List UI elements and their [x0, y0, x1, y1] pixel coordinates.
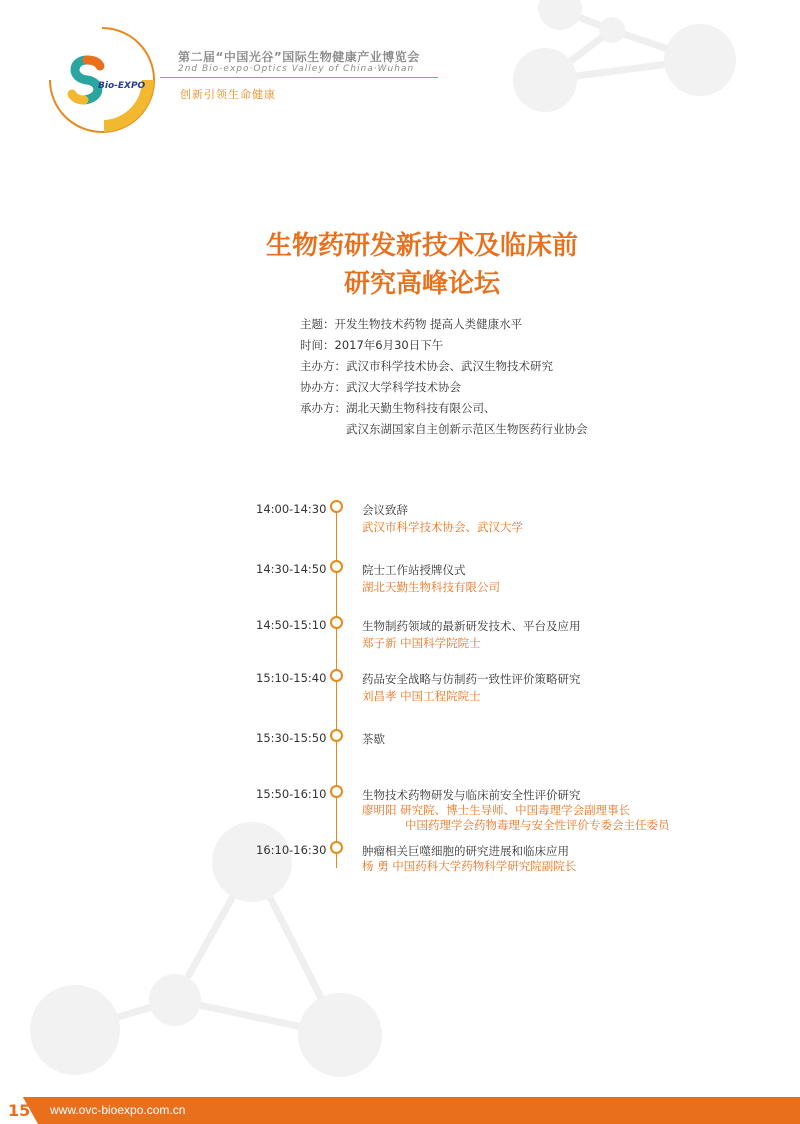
forum-title-line-2: 研究高峰论坛: [343, 269, 500, 299]
info-organizer: 承办方：湖北天勤生物科技有限公司、: [300, 401, 496, 415]
schedule-topic: 会议致辞: [362, 503, 408, 517]
info-time: 时间：2017年6月30日下午: [300, 338, 444, 352]
schedule-speaker: 湖北天勤生物科技有限公司: [362, 580, 500, 594]
schedule-time: 15:50-16:10: [256, 787, 327, 801]
schedule-time: 14:00-14:30: [256, 502, 327, 516]
page-number: 15: [8, 1101, 31, 1120]
expo-slogan: 创新引领生命健康: [180, 88, 276, 101]
info-co-host: 协办方：武汉大学科学技术协会: [300, 380, 461, 394]
schedule-time: 16:10-16:30: [256, 843, 327, 857]
schedule-time: 15:10-15:40: [256, 671, 327, 685]
schedule-speaker: 刘昌孝 中国工程院院士: [362, 689, 481, 703]
forum-title-line-1: 生物药研发新技术及临床前: [265, 231, 578, 261]
info-host: 主办方：武汉市科学技术协会、武汉生物技术研究: [300, 359, 553, 373]
schedule-speaker: 杨 勇 中国药科大学药物科学研究院副院长: [362, 859, 577, 873]
expo-subtitle: 2nd Bio-expo·Optics Valley of China·Wuhan: [178, 64, 415, 74]
timeline-dot: [330, 560, 343, 573]
info-theme: 主题：开发生物技术药物 提高人类健康水平: [300, 317, 523, 331]
schedule-topic: 肿瘤相关巨噬细胞的研究进展和临床应用: [362, 844, 569, 858]
timeline-dot: [330, 785, 343, 798]
schedule-topic: 茶歇: [362, 732, 385, 746]
expo-title: 第二届“中国光谷”国际生物健康产业博览会: [178, 50, 420, 64]
svg-text:Bio-EXPO: Bio-EXPO: [98, 81, 146, 91]
timeline-dot: [330, 841, 343, 854]
schedule-time: 15:30-15:50: [256, 731, 327, 745]
footer-url[interactable]: www.ovc-bioexpo.com.cn: [50, 1103, 186, 1117]
schedule-speaker-line-2: 中国药理学会药物毒理与安全性评价专委会主任委员: [405, 818, 670, 832]
schedule-topic: 生物技术药物研发与临床前安全性评价研究: [362, 788, 581, 802]
schedule-topic: 药品安全战略与仿制药一致性评价策略研究: [362, 672, 581, 686]
schedule-time: 14:30-14:50: [256, 562, 327, 576]
schedule-time: 14:50-15:10: [256, 618, 327, 632]
timeline-line: [336, 500, 337, 868]
schedule-speaker: 武汉市科学技术协会、武汉大学: [362, 520, 523, 534]
schedule-speaker: 郑子新 中国科学院院士: [362, 636, 481, 650]
timeline-dot: [330, 616, 343, 629]
bio-expo-logo: [42, 20, 162, 140]
forum-info: [300, 314, 588, 440]
header-divider: [160, 77, 438, 78]
timeline-dot: [330, 729, 343, 742]
schedule-speaker: 廖明阳 研究院、博士生导师、中国毒理学会副理事长: [362, 803, 631, 817]
schedule-topic: 院士工作站授牌仪式: [362, 563, 466, 577]
info-organizer-2: 武汉东湖国家自主创新示范区生物医药行业协会: [346, 422, 588, 436]
timeline-dot: [330, 669, 343, 682]
timeline-dot: [330, 500, 343, 513]
schedule-topic: 生物制药领域的最新研发技术、平台及应用: [362, 619, 581, 633]
